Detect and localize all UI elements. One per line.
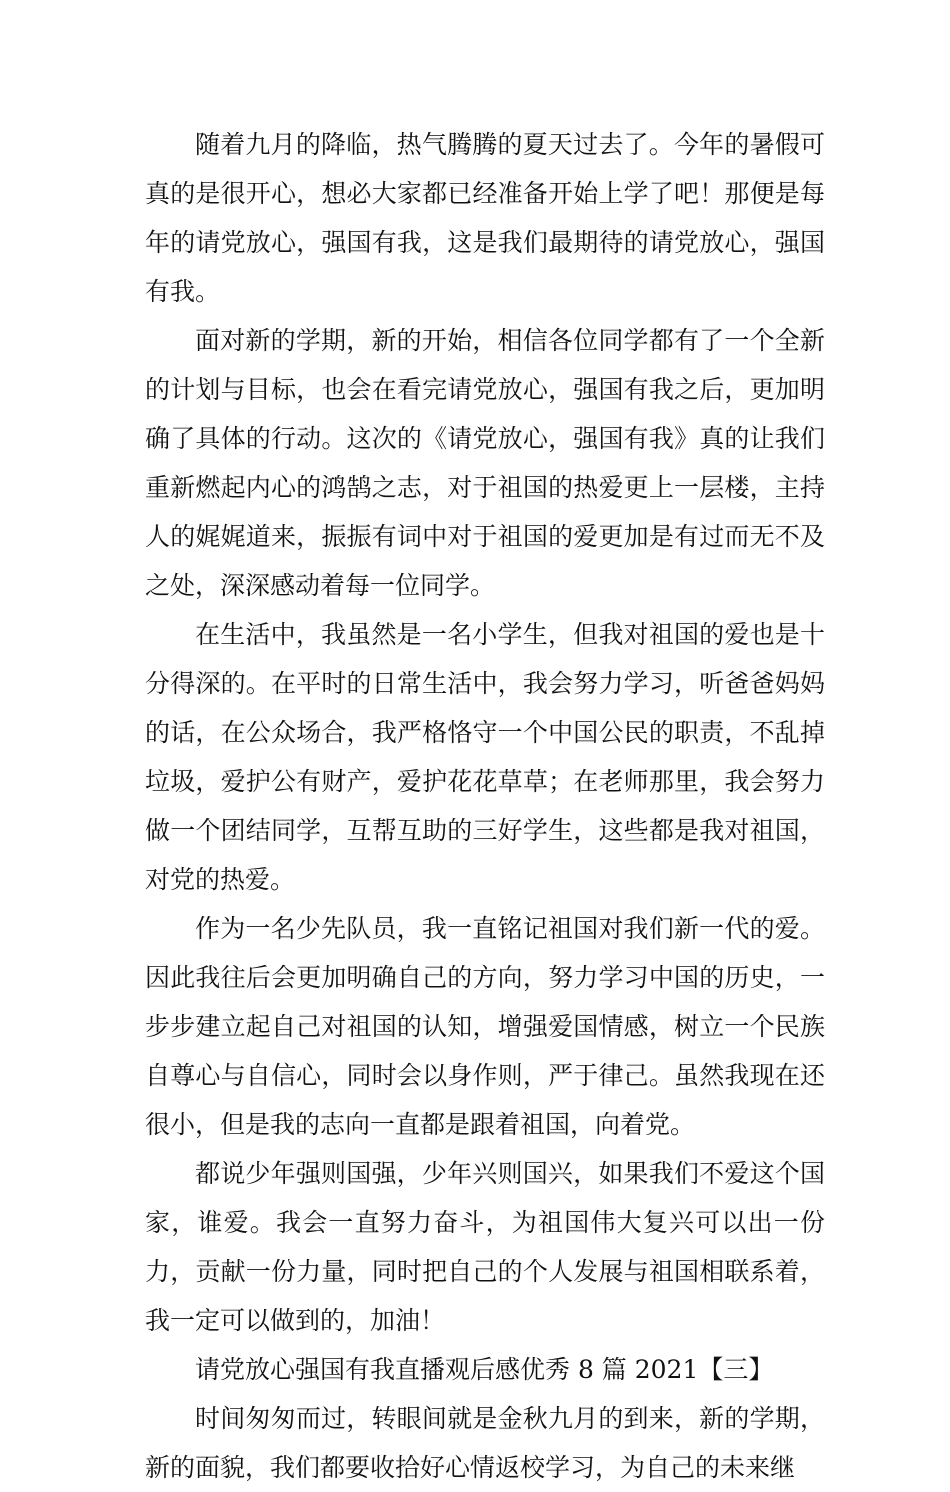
paragraph-5: 都说少年强则国强，少年兴则国兴，如果我们不爱这个国家，谁爱。我会一直努力奋斗，为祖国伟大复兴可以出一份力，贡献一份力量，同时把自己的个人发展与祖国相联系着，我一定可以做到的，加油！ xyxy=(145,1159,825,1335)
document-page xyxy=(145,120,825,1492)
paragraph-2: 面对新的学期，新的开始，相信各位同学都有了一个全新的计划与目标，也会在看完请党放心，强国有我之后，更加明确了具体的行动。这次的《请党放心，强国有我》真的让我们重新燃起内心的鸿鹄之志，对于祖国的热爱更上一层楼，主持人的娓娓道来，振振有词中对于祖国的爱更加是有过而无不及之处，深深感动着每一位同学。 xyxy=(145,326,825,600)
paragraph-6: 时间匆匆而过，转眼间就是金秋九月的到来，新的学期，新的面貌，我们都要收拾好心情返校学习，为自己的未来继 xyxy=(145,1404,825,1482)
section-heading: 请党放心强国有我直播观后感优秀 8 篇 2021【三】 xyxy=(195,1355,774,1384)
paragraph-1: 随着九月的降临，热气腾腾的夏天过去了。今年的暑假可真的是很开心，想必大家都已经准备开始上学了吧！那便是每年的请党放心，强国有我，这是我们最期待的请党放心，强国有我。 xyxy=(145,130,825,306)
paragraph-3: 在生活中，我虽然是一名小学生，但我对祖国的爱也是十分得深的。在平时的日常生活中，我会努力学习，听爸爸妈妈的话，在公众场合，我严格恪守一个中国公民的职责，不乱掉垃圾，爱护公有财产，爱护花花草草；在老师那里，我会努力做一个团结同学，互帮互助的三好学生，这些都是我对祖国，对党的热爱。 xyxy=(145,620,825,894)
paragraph-4: 作为一名少先队员，我一直铭记祖国对我们新一代的爱。因此我往后会更加明确自己的方向，努力学习中国的历史，一步步建立起自己对祖国的认知，增强爱国情感，树立一个民族自尊心与自信心，同时会以身作则，严于律己。虽然我现在还很小，但是我的志向一直都是跟着祖国，向着党。 xyxy=(145,914,825,1139)
